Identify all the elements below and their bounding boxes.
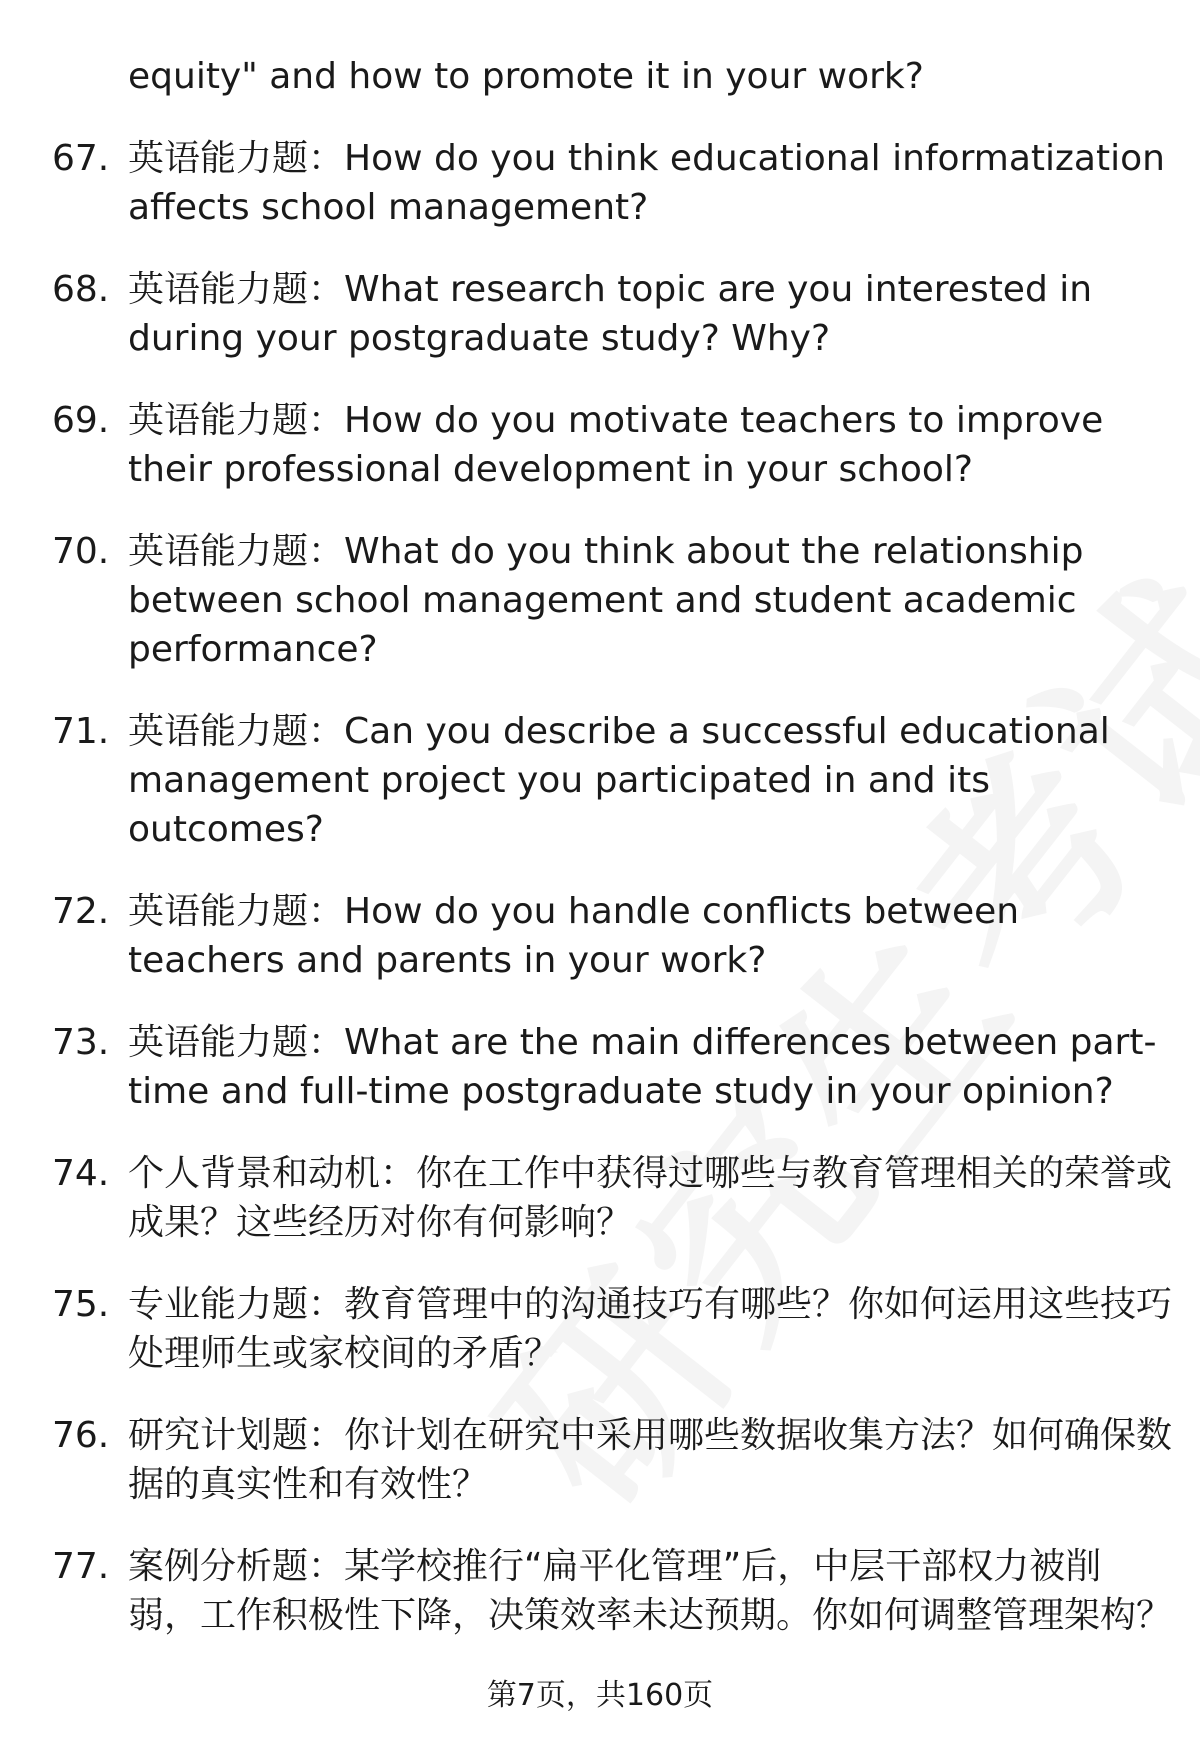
question-text: 研究计划题：你计划在研究中采用哪些数据收集方法？如何确保数据的真实性和有效性？: [128, 1415, 1173, 1505]
question-number: 68.: [52, 269, 110, 310]
question-text: 个人背景和动机：你在工作中获得过哪些与教育管理相关的荣誉或成果？这些经历对你有何影响？: [128, 1153, 1173, 1243]
question-item: [0, 1149, 1200, 1247]
question-item: [0, 1018, 1200, 1116]
question-number: 73.: [52, 1022, 110, 1063]
question-text: 英语能力题：How do you think educational informatization affects school management?: [128, 138, 1165, 228]
question-number: 75.: [52, 1284, 110, 1325]
question-text: 英语能力题：Can you describe a successful educational management project you participated in and its outcomes?: [128, 711, 1110, 850]
question-item: [0, 265, 1200, 363]
question-text: 英语能力题：What research topic are you interested in during your postgraduate study? Why?: [128, 269, 1093, 359]
page-number-footer: 第7页，共160页: [486, 1678, 714, 1713]
question-item: [0, 396, 1200, 494]
question-text: 英语能力题：What are the main differences between part-time and full-time postgraduate study in your opinion?: [128, 1022, 1157, 1112]
continued-question-text: equity" and how to promote it in your work?: [128, 56, 924, 97]
question-number: 69.: [52, 400, 110, 441]
question-number: 70.: [52, 531, 110, 572]
question-number: 71.: [52, 711, 110, 752]
question-item: [0, 707, 1200, 854]
question-number: 77.: [52, 1546, 110, 1587]
question-text: 英语能力题：How do you handle conflicts between teachers and parents in your work?: [128, 891, 1020, 981]
question-list-area: [0, 52, 1200, 1640]
question-item: [0, 1280, 1200, 1378]
question-text: 专业能力题：教育管理中的沟通技巧有哪些？你如何运用这些技巧处理师生或家校间的矛盾？: [128, 1284, 1173, 1374]
question-item: [0, 134, 1200, 232]
question-item: [0, 1411, 1200, 1509]
question-number: 72.: [52, 891, 110, 932]
question-item: [0, 1542, 1200, 1640]
question-number: 67.: [52, 138, 110, 179]
question-text: 英语能力题：How do you motivate teachers to improve their professional development in your school?: [128, 400, 1104, 490]
question-item: [0, 527, 1200, 674]
question-item: [0, 887, 1200, 985]
question-number: 76.: [52, 1415, 110, 1456]
question-list: [0, 134, 1200, 1640]
question-text: 英语能力题：What do you think about the relationship between school management and student academic performance?: [128, 531, 1084, 670]
question-number: 74.: [52, 1153, 110, 1194]
question-text: 案例分析题：某学校推行“扁平化管理”后，中层干部权力被削弱，工作积极性下降，决策效率未达预期。你如何调整管理架构？: [128, 1546, 1173, 1636]
